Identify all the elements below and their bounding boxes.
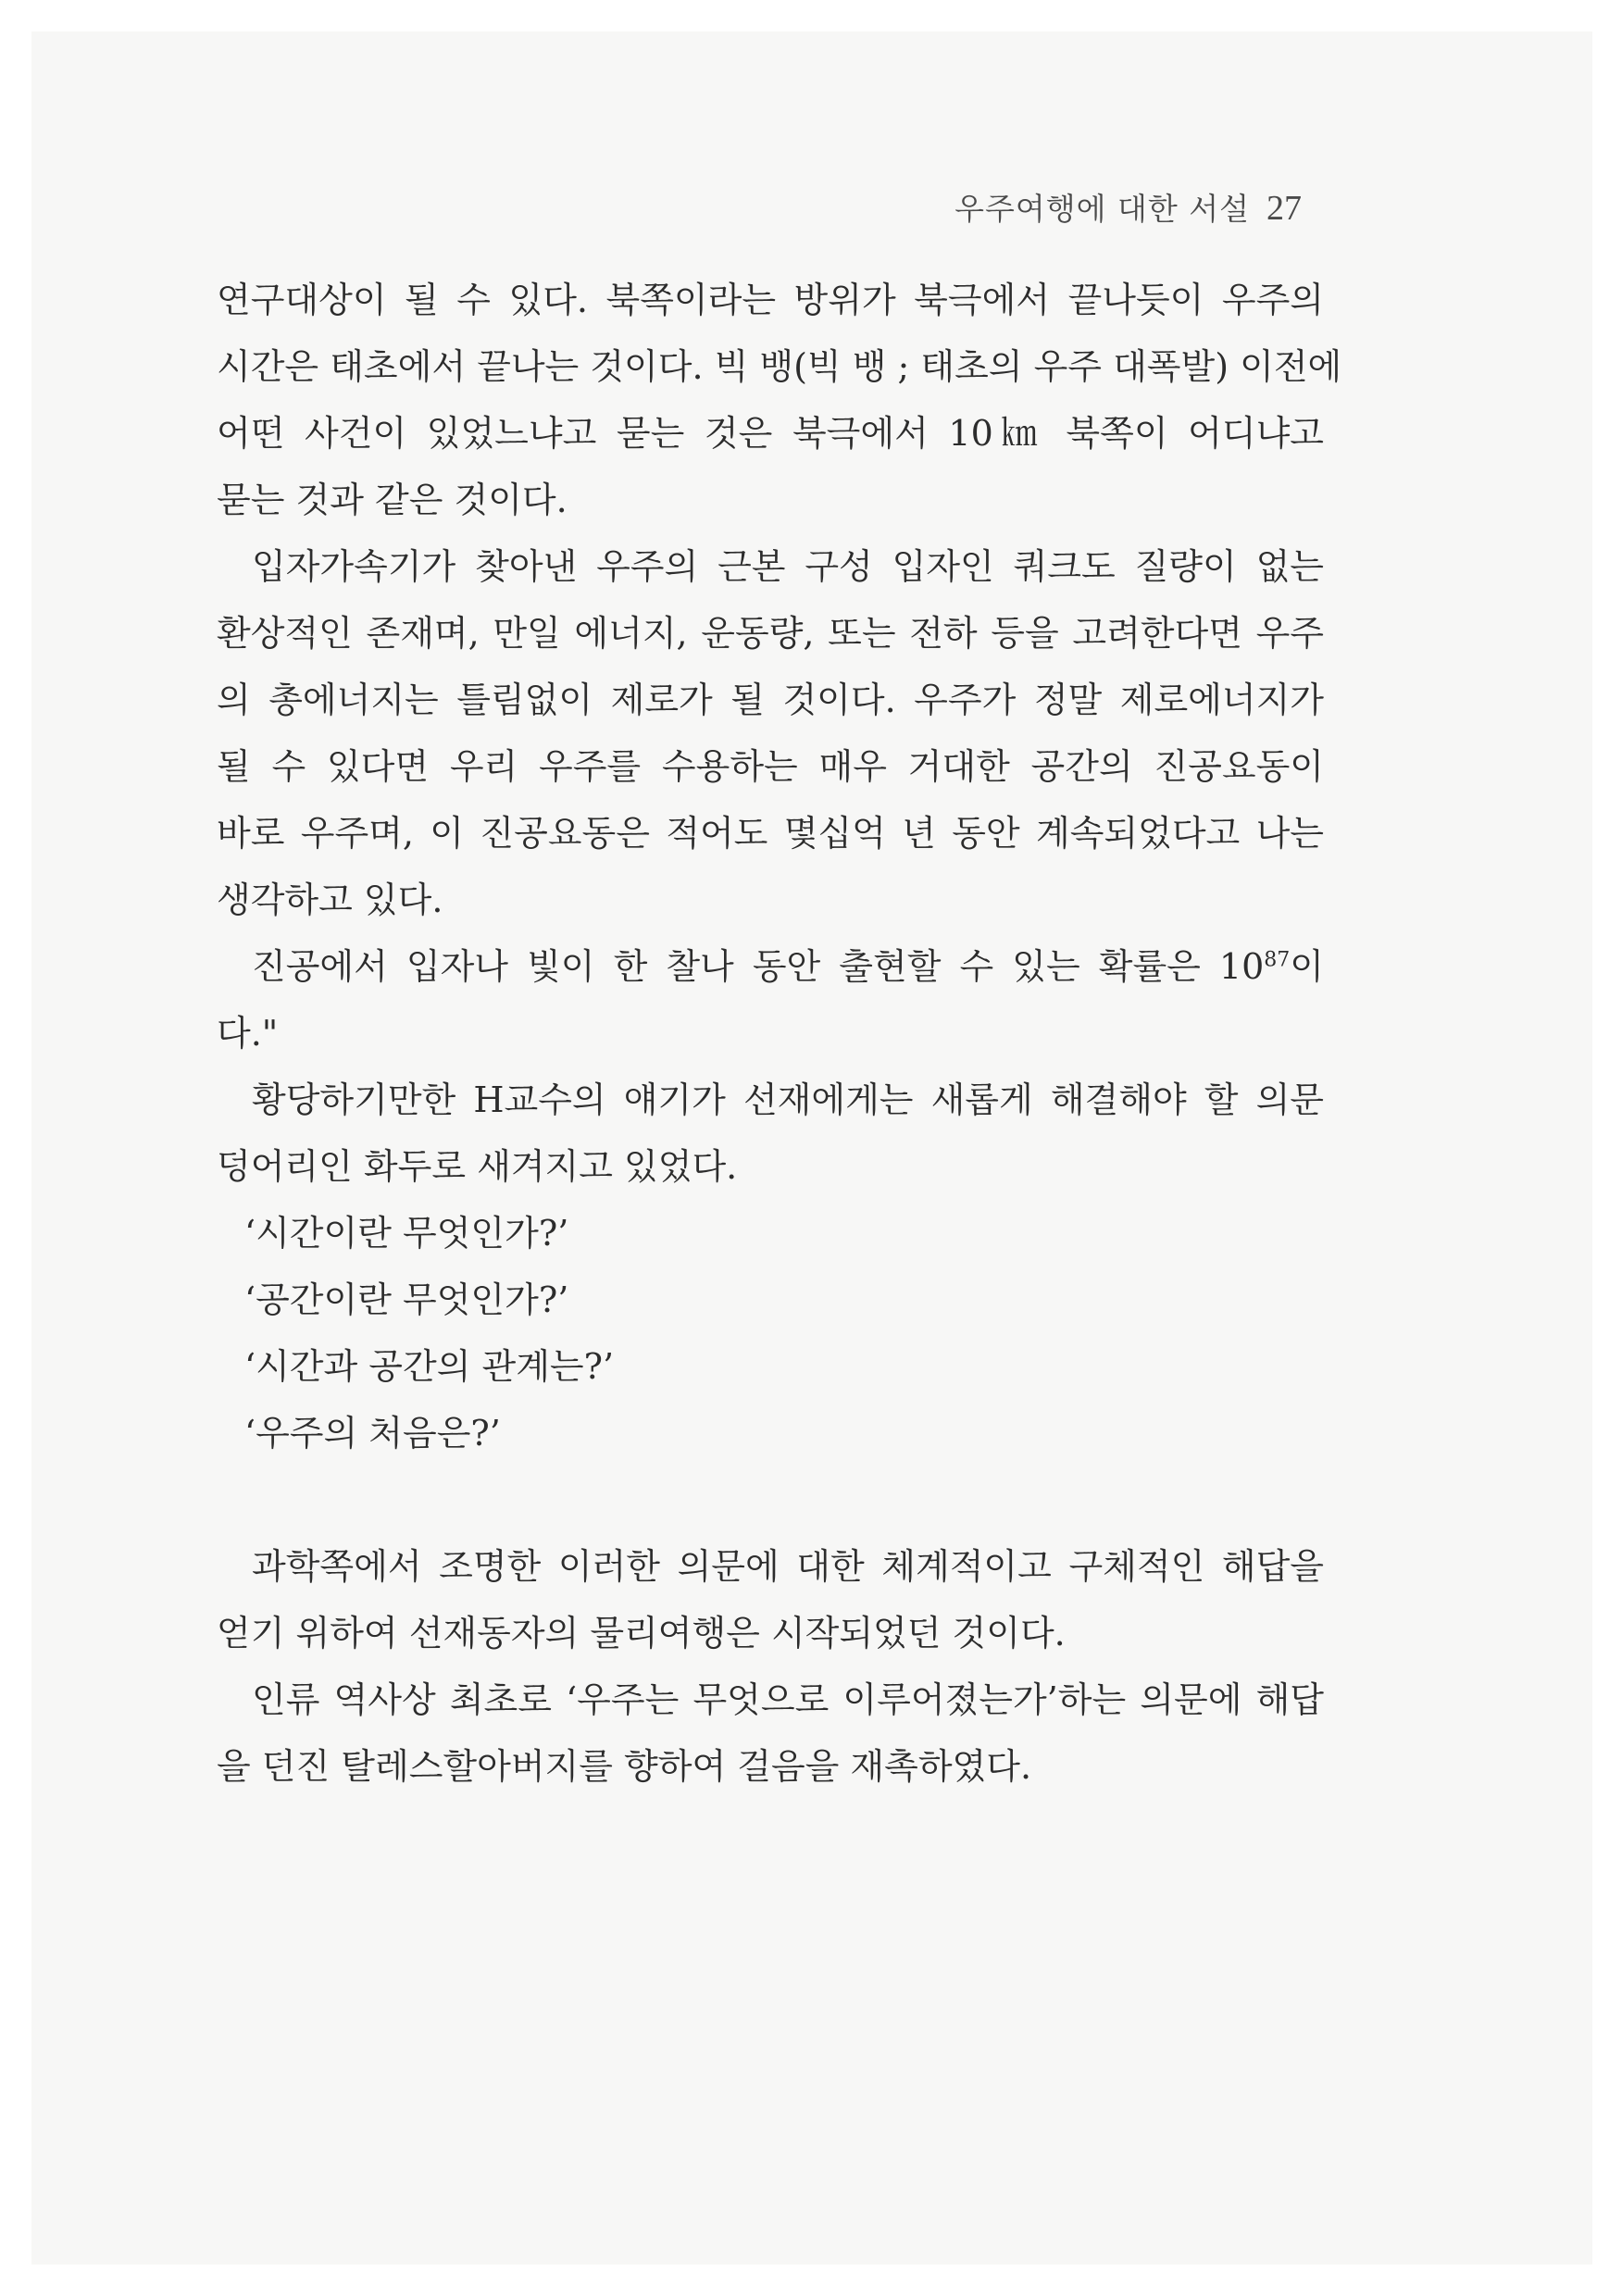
text-segment: 진공에서 입자나 빛이 한 찰나 동안 출현할 수 있는 확률은 10 (252, 946, 1265, 987)
paragraph-start-line: 과학쪽에서 조명한 이러한 의문에 대한 체계적이고 구체적인 해답을 (252, 1546, 1324, 1587)
running-header (954, 185, 1302, 229)
text-line: 환상적인 존재며, 만일 에너지, 운동량, 또는 전하 등을 고려한다면 우주 (217, 613, 1324, 654)
text-line: 될 수 있다면 우리 우주를 수용하는 매우 거대한 공간의 진공요동이 (217, 746, 1324, 787)
text-line: 얻기 위하여 선재동자의 물리여행은 시작되었던 것이다. (217, 1613, 1066, 1653)
paragraph-gap (217, 1466, 1324, 1533)
text-line: 덩어리인 화두로 새겨지고 있었다. (217, 1146, 738, 1187)
page-number: 27 (1266, 189, 1302, 228)
text-line: 다." (217, 1013, 279, 1054)
question-line: ‘우주의 처음은?’ (244, 1413, 501, 1454)
paragraph-start-line: 황당하기만한 H교수의 얘기가 선재에게는 새롭게 해결해야 할 의문 (252, 1079, 1324, 1120)
text-line: 을 던진 탈레스할아버지를 향하여 걸음을 재촉하였다. (217, 1746, 1032, 1787)
text-line: 어떤 사건이 있었느냐고 묻는 것은 북극에서 10㎞ 북쪽이 어디냐고 (217, 413, 1324, 454)
text-segment: 이 (1290, 946, 1324, 987)
running-header-title: 우주여행에 대한 서설 (954, 191, 1250, 227)
text-line: 시간은 태초에서 끝나는 것이다. 빅 뱅(빅 뱅 ; 태초의 우주 대폭발) 이전에 (217, 346, 1342, 387)
exponent: 87 (1264, 948, 1291, 972)
question-line: ‘시간이란 무엇인가?’ (244, 1213, 569, 1254)
body-text (217, 267, 1342, 1800)
paragraph-start-line: 입자가속기가 찾아낸 우주의 근본 구성 입자인 쿼크도 질량이 없는 (252, 546, 1324, 587)
text-line: 연구대상이 될 수 있다. 북쪽이라는 방위가 북극에서 끝나듯이 우주의 (217, 280, 1324, 320)
text-line: 의 총에너지는 틀림없이 제로가 될 것이다. 우주가 정말 제로에너지가 (217, 680, 1324, 720)
text-line: 묻는 것과 같은 것이다. (217, 480, 568, 520)
paragraph-start-line (217, 933, 1324, 1000)
text-line: 생각하고 있다. (217, 880, 443, 920)
question-line: ‘공간이란 무엇인가?’ (244, 1279, 569, 1320)
paragraph-start-line: 인류 역사상 최초로 ‘우주는 무엇으로 이루어졌는가’하는 의문에 해답 (252, 1679, 1324, 1720)
question-line: ‘시간과 공간의 관계는?’ (244, 1346, 615, 1387)
text-line: 바로 우주며, 이 진공요동은 적어도 몇십억 년 동안 계속되었다고 나는 (217, 813, 1324, 854)
